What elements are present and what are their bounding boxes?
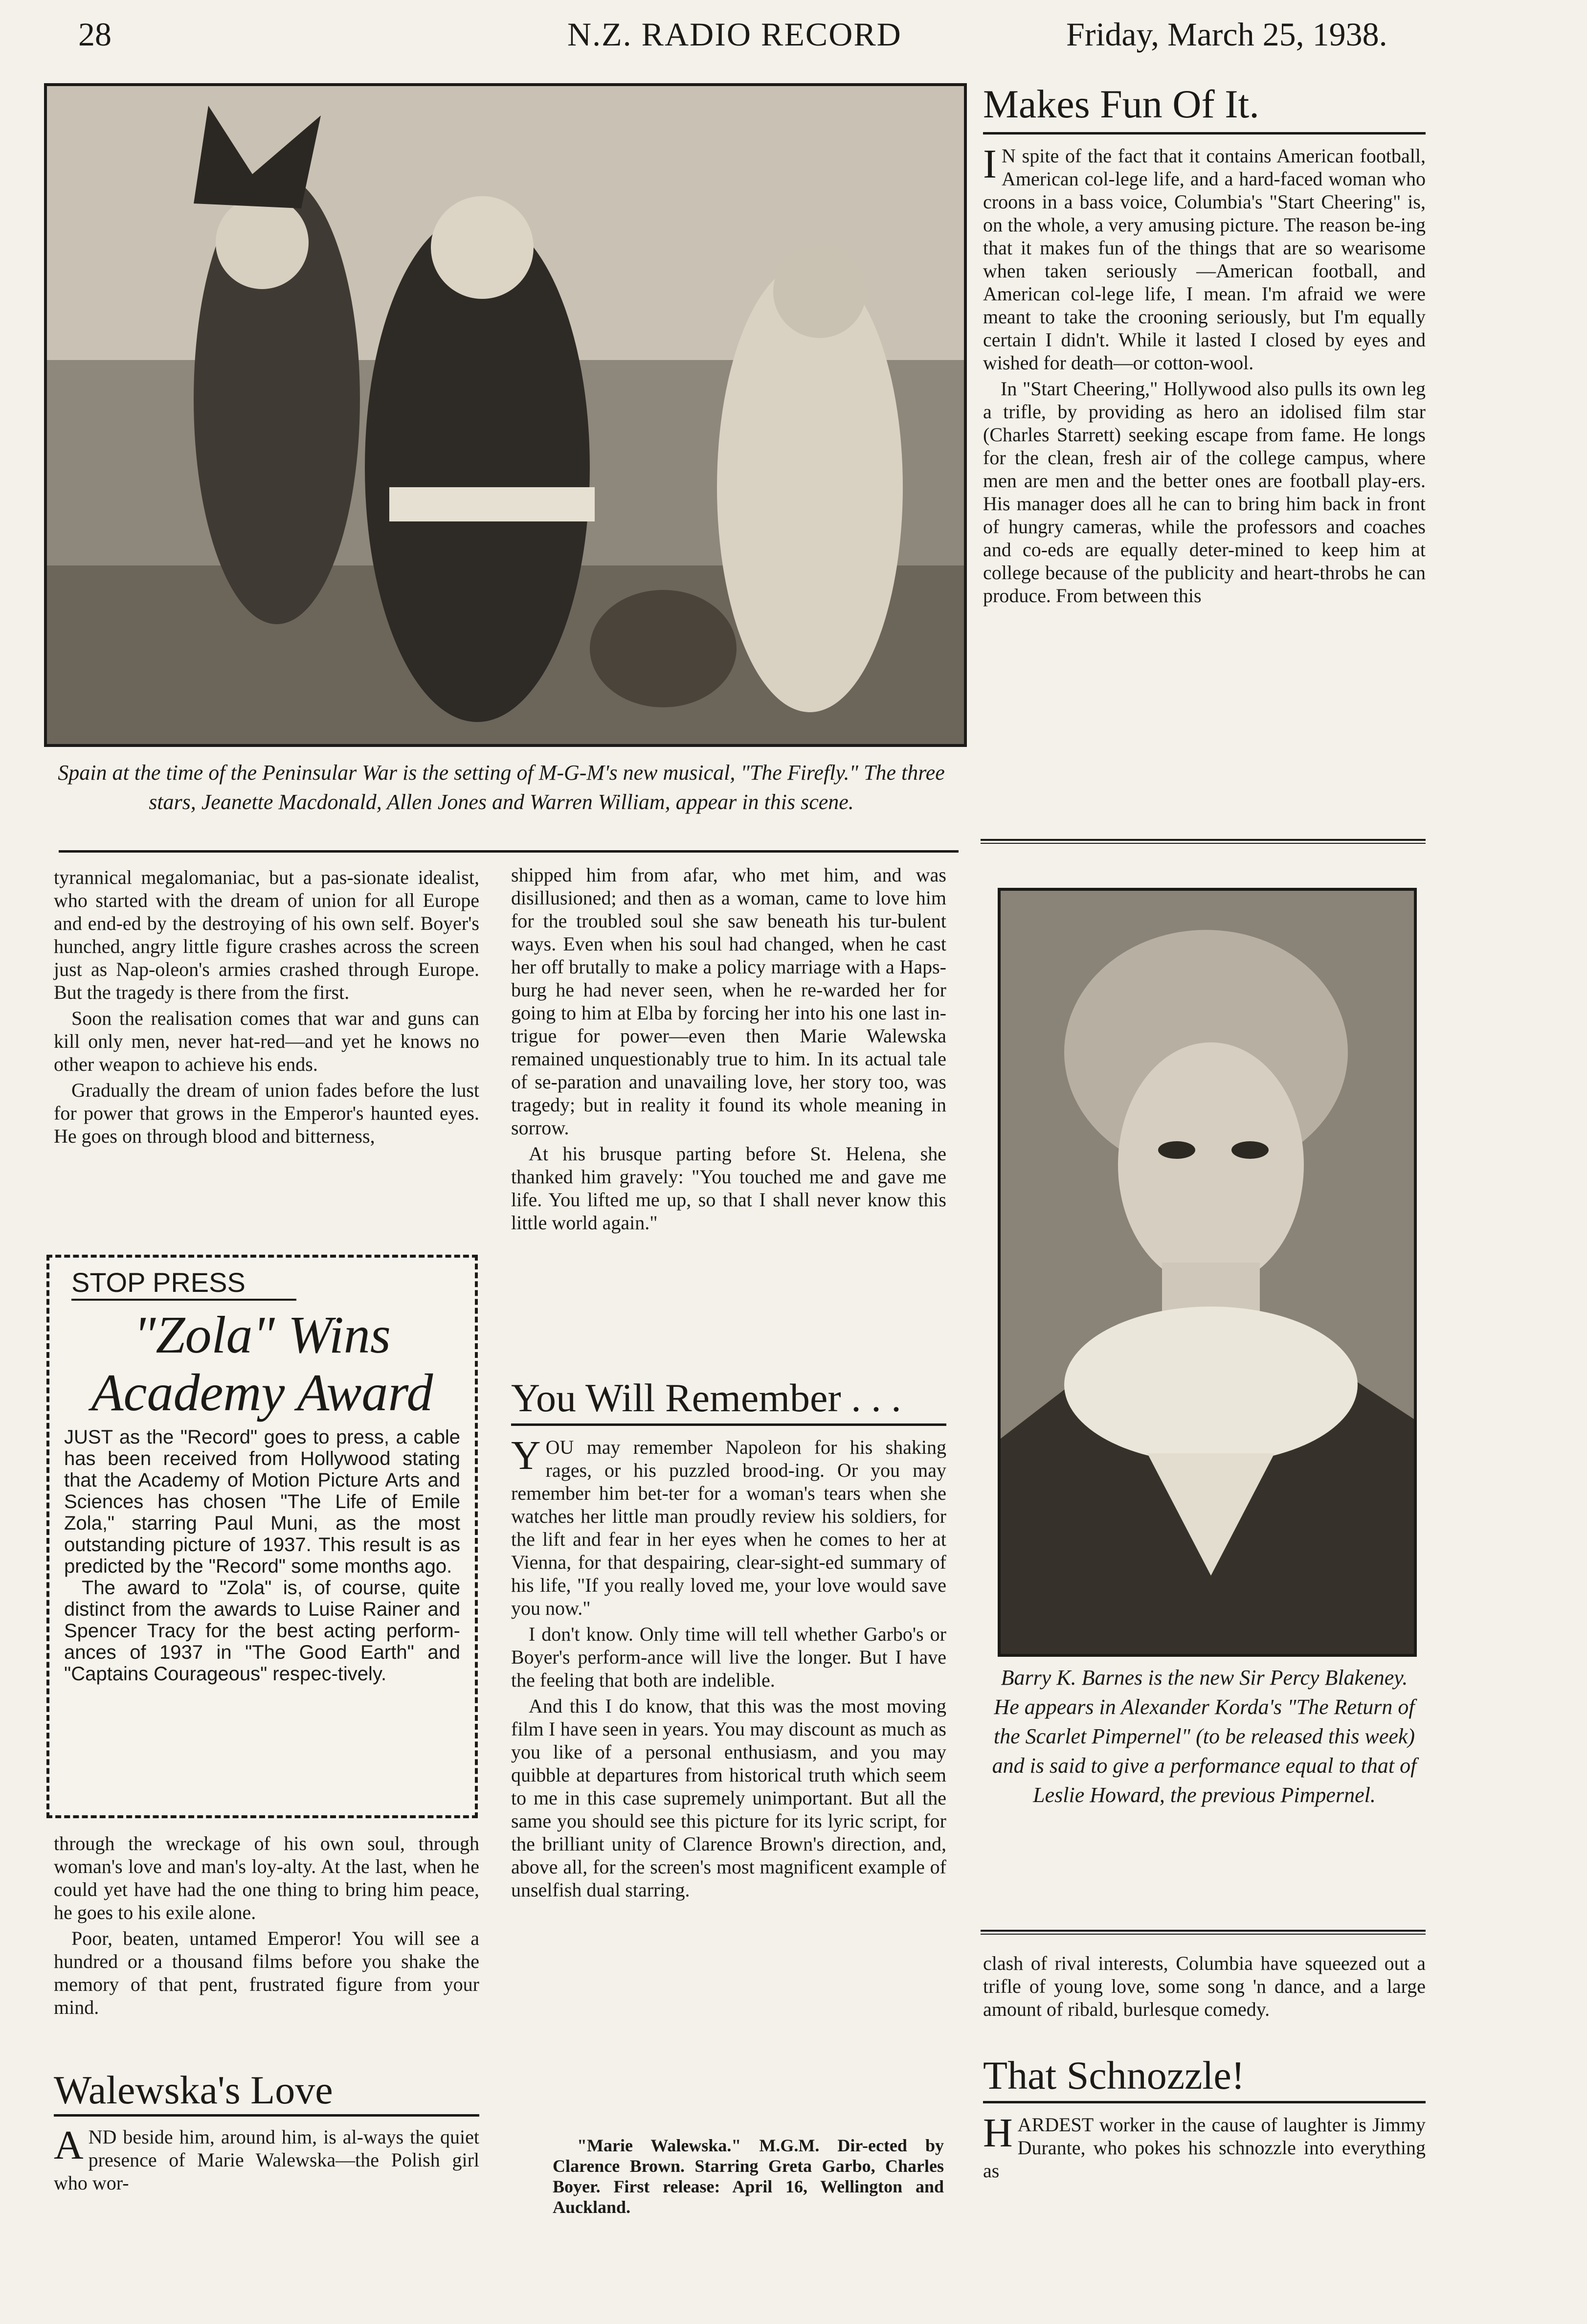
walewska-headline: Walewska's Love [54,2068,333,2112]
stop-press-headline: "Zola" Wins Academy Award [91,1306,433,1422]
paragraph: Soon the realisation comes that war and guns can kill only men, never hat-red—and yet he knows no other weapon to achieve his ends. [54,1007,479,1075]
schnozzle-headline: That Schnozzle! [983,2053,1245,2098]
barnes-caption: Barry K. Barnes is the new Sir Percy Blakeney. He appears in Alexander Korda's "The Return of the Scarlet Pimpernel" (to be released this week) and is said to give a performance equal to that of Leslie Howard, the previous Pimpernel. [992,1666,1417,1807]
paragraph: At his brusque parting before St. Helena, she thanked him gravely: "You touched me and gave me life. You lifted me up, so that I shall never know this little world again." [511,1143,946,1234]
paragraph: Poor, beaten, untamed Emperor! You will see a hundred or a thousand films before you shake the memory of that pent, frustrated figure from your mind. [54,1927,479,2018]
paragraph: The award to "Zola" is, of course, quite distinct from the awards to Luise Rainer and Spencer Tracy for the best acting perform-ances of 1937 in "The Good Earth" and "Captains Courageous" respec-tively. [64,1577,460,1685]
paragraph: ND beside him, around him, is al-ways the quiet presence of Marie Walewska—the Polish girl who wor- [54,2126,479,2194]
issue-date: Friday, March 25, 1938. [1066,16,1387,53]
paragraph: N spite of the fact that it contains American football, American col-lege life, and a hard-faced woman who croons in a bass voice, Columbia's "Start Cheering" is, on the whole, a very amusing picture. The reason be-ing that it makes fun of the things that are so wearisome when taken seriously —American football, and American col-lege life, I mean. I'm afraid we were meant to take the crooning seriously, but I'm equally certain I didn't. While it lasted I closed by eyes and wished for death—or cotton-wool. [983,145,1426,374]
paragraph: clash of rival interests, Columbia have squeezed out a trifle of young love, some song 'n dance, and a large amount of ribald, burlesque comedy. [983,1952,1426,2020]
makes-fun-continued [983,1952,1426,2024]
paragraph: In "Start Cheering," Hollywood also pulls its own leg a trifle, by providing as hero an idolised film star (Charles Starrett) seeking escape from fame. He longs for the clean, fresh air of the college campus, where men are men and the better ones are football play-ers. His manager does all he can to bring him back in front of hungry cameras, while the professors and coaches and co-eds are equally deter-mined to keep him at college because of the publicity and heart-throbs he can produce. From between this [983,378,1426,607]
remember-body [511,1433,946,1904]
divider [981,1930,1426,1935]
schnozzle-body [983,2110,1426,2182]
divider [981,839,1426,844]
stop-press-body [64,1426,460,1685]
stop-press-label: STOP PRESS [71,1266,296,1301]
dropcap: Y [511,1433,541,1478]
paragraph: And this I do know, that this was the most moving film I have seen in years. You may discount as much as you like of a personal enthusiasm, and you may quibble at departures from historical truth which seem to me in this case supremely unimportant. But all the same you should see this picture for its lyric script, for the brilliant unity of Clarence Brown's direction, and, above all, for the screen's most magnificent example of unselfish dual starring. [511,1695,946,1901]
remember-headline: You Will Remember . . . [511,1376,901,1420]
divider [983,132,1426,135]
stop-press-box [46,1255,478,1818]
divider [983,2101,1426,2103]
article-column-1-continued [54,1832,479,2022]
dropcap: A [54,2122,84,2168]
barnes-photo-illustration [1001,891,1414,1654]
paragraph: ARDEST worker in the cause of laughter is Jimmy Durante, who pokes his schnozzle into everything as [983,2114,1426,2182]
divider [54,2114,479,2117]
dropcap: I [983,141,997,187]
film-credits: "Marie Walewska." M.G.M. Dir-ected by Clarence Brown. Starring Greta Garbo, Charles Boyer. First release: April 16, Wellington and Auckland. [553,2136,944,2217]
makes-fun-body [983,141,1426,610]
publication-title: N.Z. RADIO RECORD [567,16,902,53]
barnes-photo [998,888,1417,1657]
walewska-intro [54,2122,479,2194]
paragraph: shipped him from afar, who met him, and was disillusioned; and then as a woman, came to love him for the troubled soul she saw beneath his tur-bulent ways. Even when his soul had changed, when he cast her off brutally to make a policy marriage with a Haps-burg he had never seen, when he re-warded her for going to him at Elba by forcing her into his one last in-trigue for power—even then Marie Walewska remained unquestionably true to him. In its actual tale of se-paration and unavailing love, her story too, was tragedy; but in reality it found its whole meaning in sorrow. [511,864,946,1139]
article-column-2 [511,863,946,1237]
paragraph: JUST as the "Record" goes to press, a cable has been received from Hollywood stating that the Academy of Motion Picture Arts and Sciences has chosen "The Life of Emile Zola," starring Paul Muni, as the most outstanding picture of 1937. This result is as predicted by the "Record" some months ago. [64,1426,460,1577]
divider [511,1423,946,1426]
makes-fun-headline: Makes Fun Of It. [983,82,1259,126]
divider [59,850,959,853]
dropcap: H [983,2110,1013,2156]
paragraph: OU may remember Napoleon for his shaking rages, or his puzzled brood-ing. Or you may remember him bet-ter for a woman's tears when she watches her little man proudly review his soldiers, for the lift and fear in her eyes when he comes to her at Vienna, for that despairing, clear-sight-ed summary of his life, "If you really loved me, your love would save you now." [511,1436,946,1619]
firefly-photo-illustration [47,86,964,744]
article-column-1 [54,866,479,1151]
page-number: 28 [78,16,112,53]
paragraph: tyrannical megalomaniac, but a pas-sionate idealist, who started with the dream of union for all Europe and end-ed by the destroying of his own self. Boyer's hunched, angry little figure crashes across the screen just as Nap-oleon's armies crashed through Europe. But the tragedy is there from the first. [54,866,479,1003]
firefly-caption: Spain at the time of the Peninsular War is the setting of M-G-M's new musical, "The Firefly." The three stars, Jeanette Macdonald, Allen Jones and Warren William, appear in this scene. [58,761,945,814]
paragraph: through the wreckage of his own soul, through woman's love and man's loy-alty. At the last, when he could yet have had the one thing to bring him peace, he goes to his exile alone. [54,1832,479,1923]
firefly-photo [44,83,967,747]
paragraph: I don't know. Only time will tell whether Garbo's or Boyer's perform-ance will live the longer. But I have the feeling that both are indelible. [511,1623,946,1691]
paragraph: Gradually the dream of union fades before the lust for power that grows in the Emperor's haunted eyes. He goes on through blood and bitterness, [54,1079,479,1147]
